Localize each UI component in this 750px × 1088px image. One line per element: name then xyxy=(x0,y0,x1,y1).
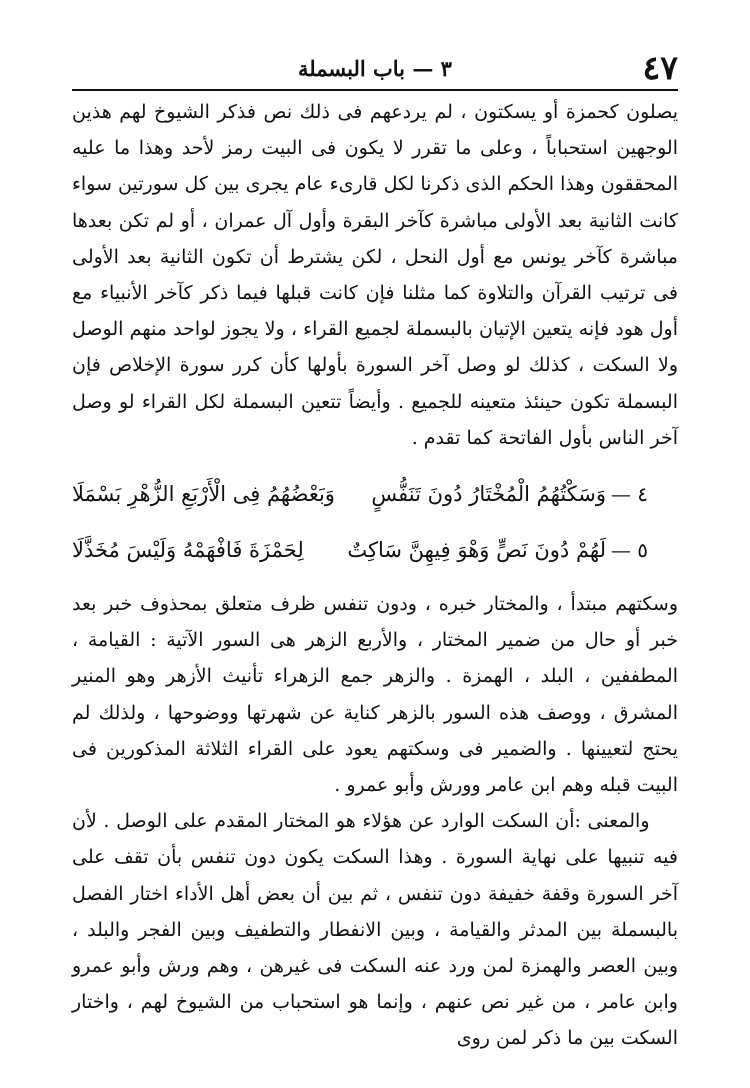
paragraph-2: وسكتهم مبتدأ ، والمختار خبره ، ودون تنفس ظرف متعلق بمحذوف خبر بعد خبر أو حال من ضمير المختار ، والأربع الزهر هى السور الآتية : القيامة ، المطففين ، البلد ، الهمزة . والزهر جمع الزهراء تأنيث الأزهر وهو المنير المشرق ، ووصف هذه السور بالزهر كناية عن شهرتها ووضوحها ، ولذلك لم يحتج لتعيينها . والضمير فى وسكتهم يعود على القراء الثلاثة المذكورين فى البيت قبله وهم ابن عامر وورش وأبو عمرو . xyxy=(72,593,678,797)
page-header xyxy=(72,48,678,88)
verse-first-hemistich: وَسَكْتُهُمُ الْمُخْتَارُ دُونَ تَنَفُّسٍ xyxy=(371,482,606,507)
verse-number: ٥ — xyxy=(610,538,648,563)
verse-line-5 xyxy=(72,522,678,578)
running-head: ٣ — باب البسملة xyxy=(298,56,452,81)
verse-number: ٤ — xyxy=(610,482,648,507)
header-rule xyxy=(72,89,678,91)
page-body xyxy=(72,94,678,1057)
verse-line-4 xyxy=(72,466,678,522)
verse-second-hemistich: وَبَعْضُهُمُ فِى الْأَرْبَعِ الزُّهْرِ بَسْمَلَا xyxy=(72,482,335,507)
page-number: ٤٧ xyxy=(642,48,678,87)
paragraph-1: يصلون كحمزة أو يسكتون ، لم يردعهم فى ذلك نص فذكر الشيوخ لهم هذين الوجهين استحباباً ، وعلى ما تقرر لا يكون فى البيت رمز لأحد وهذا ما عليه المحققون وهذا الحكم الذى ذكرنا لكل قارىء عام يجرى بين كل سورتين سواء كانت الثانية بعد الأولى مباشرة كآخر البقرة وأول آل عمران ، أو لم تكن بعدها مباشرة كآخر يونس مع أول النحل ، لكن يشترط أن تكون الثانية بعد الأولى فى ترتيب القرآن والتلاوة كما مثلنا فإن كانت قبلها فيما ذكر كآخر الأنبياء مع أول هود فإنه يتعين الإتيان بالبسملة لجميع القراء ، ولا يجوز لواحد منهم الوصل ولا السكت ، كذلك لو وصل آخر السورة بأولها كأن كرر سورة الإخلاص فإن البسملة تكون حينئذ متعينه للجميع . وأيضاً تتعين البسملة لكل القراء لو وصل آخر الناس بأول الفاتحة كما تقدم . xyxy=(72,101,678,449)
verse-first-hemistich: لَهُمْ دُونَ نَصٍّ وَهْوَ فِيهِنَّ سَاكِتٌ xyxy=(347,538,606,563)
verse-second-hemistich: لِحَمْزَةَ فَافْهَمْهُ وَلَيْسَ مُخَذَّلَا xyxy=(72,538,304,563)
paragraph-3: والمعنى :أن السكت الوارد عن هؤلاء هو المختار المقدم على الوصل . لأن فيه تنبيها على نهاية السورة . وهذا السكت يكون دون تنفس بأن تقف على آخر السورة وقفة خفيفة دون تنفس ، ثم بين أن بعض أهل الأداء اختار الفصل بالبسملة بين المدثر والقيامة ، وبين الانفطار والتطفيف وبين الفجر والبلد ، وبين العصر والهمزة لمن ورد عنه السكت فى غيرهن ، وهم ورش وأبو عمرو وابن عامر ، من غير نص عنهم ، وإنما هو استحباب من الشيوخ لهم ، واختار السكت بين ما ذكر لمن روى xyxy=(72,810,678,1050)
verse-block xyxy=(72,466,678,578)
